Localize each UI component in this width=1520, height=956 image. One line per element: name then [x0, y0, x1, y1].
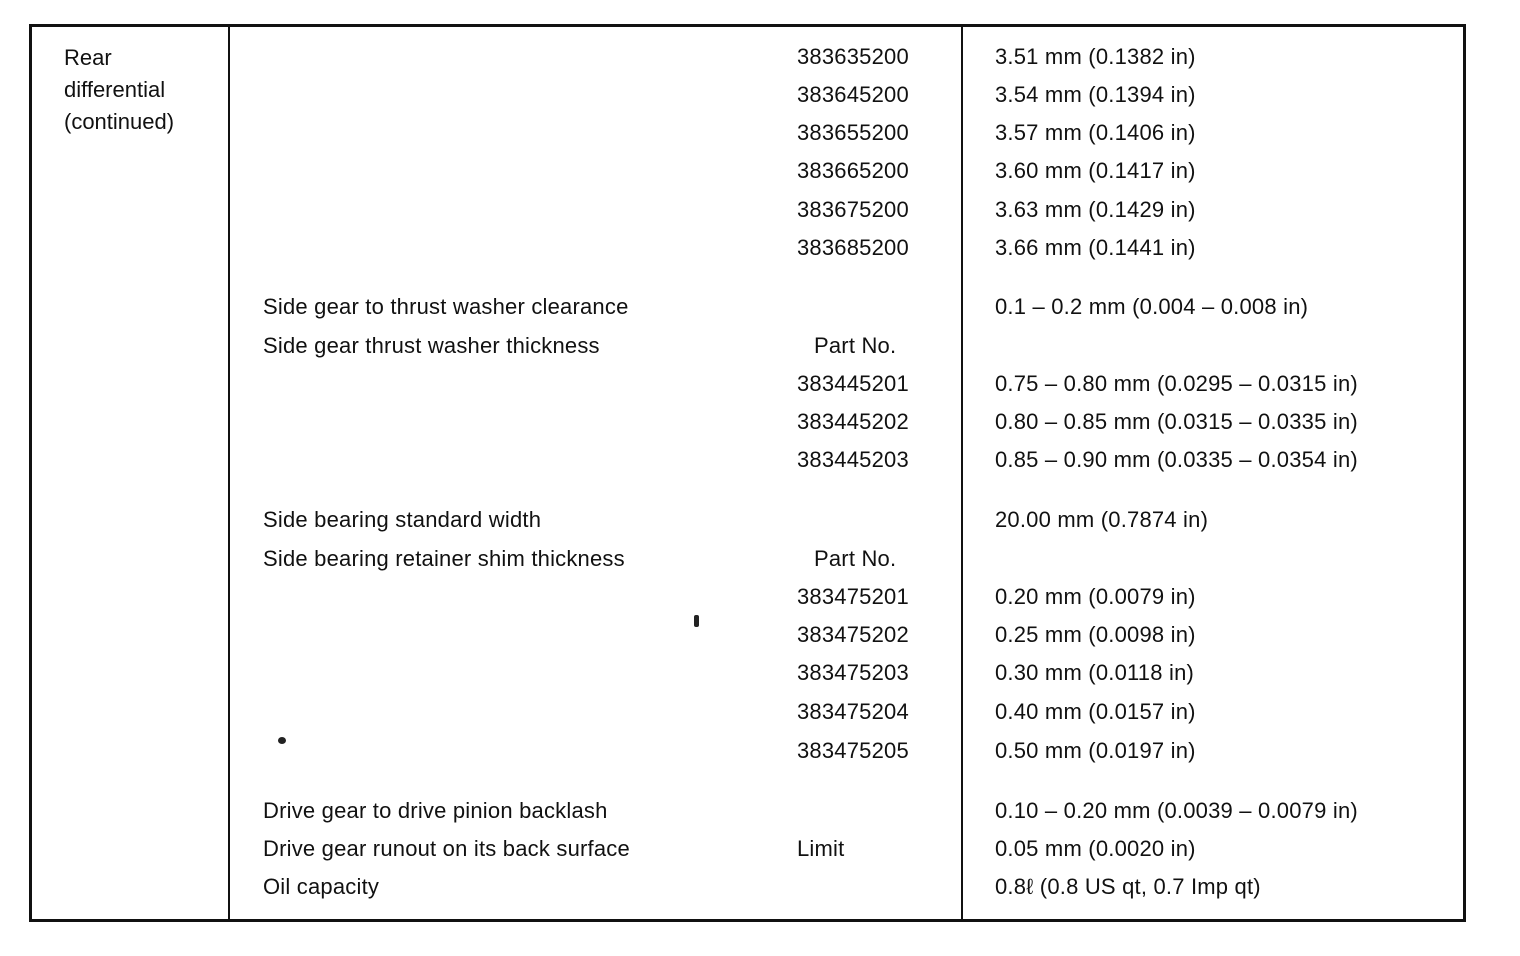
spec-value: 3.51 mm (0.1382 in) [995, 44, 1196, 69]
column-divider-left [228, 24, 230, 922]
spec-label: Drive gear to drive pinion backlash [263, 798, 608, 823]
spec-label: Oil capacity [263, 874, 380, 899]
part-number: 383475204 [797, 699, 909, 724]
spec-table-frame [29, 24, 1466, 922]
part-number: 383665200 [797, 158, 909, 183]
spec-value: 3.57 mm (0.1406 in) [995, 120, 1196, 145]
spec-value: 0.05 mm (0.0020 in) [995, 836, 1196, 861]
spec-value: 20.00 mm (0.7874 in) [995, 507, 1209, 532]
part-number: 383475202 [797, 622, 909, 647]
spec-value: 0.30 mm (0.0118 in) [995, 660, 1195, 685]
part-number: 383475205 [797, 738, 909, 763]
part-number: 383445202 [797, 409, 909, 434]
spec-value: 0.20 mm (0.0079 in) [995, 584, 1196, 609]
section-title-line: Rear [64, 45, 112, 70]
part-number: 383675200 [797, 197, 909, 222]
spec-label: Drive gear runout on its back surface [263, 836, 630, 861]
part-number: Limit [797, 836, 845, 861]
part-number: 383635200 [797, 44, 909, 69]
section-title-line: differential [64, 77, 166, 102]
part-number: Part No. [814, 546, 897, 571]
spec-label: Side gear to thrust washer clearance [263, 294, 629, 319]
spec-label: Side gear thrust washer thickness [263, 333, 600, 358]
spec-value: 0.75 – 0.80 mm (0.0295 – 0.0315 in) [995, 371, 1358, 396]
spec-label: Side bearing standard width [263, 507, 542, 532]
part-number: 383655200 [797, 120, 909, 145]
spec-value: 0.25 mm (0.0098 in) [995, 622, 1196, 647]
spec-value: 0.85 – 0.90 mm (0.0335 – 0.0354 in) [995, 447, 1358, 472]
spec-value: 0.10 – 0.20 mm (0.0039 – 0.0079 in) [995, 798, 1358, 823]
spec-value: 0.8ℓ (0.8 US qt, 0.7 Imp qt) [995, 874, 1261, 899]
part-number: 383685200 [797, 235, 909, 260]
section-title-line: (continued) [64, 109, 175, 134]
scan-speck [278, 737, 286, 744]
spec-value: 3.66 mm (0.1441 in) [995, 235, 1196, 260]
part-number: Part No. [814, 333, 897, 358]
part-number: 383475203 [797, 660, 909, 685]
column-divider-right [961, 24, 963, 922]
part-number: 383445201 [797, 371, 909, 396]
part-number: 383645200 [797, 82, 909, 107]
section-title [64, 42, 174, 138]
part-number: 383445203 [797, 447, 909, 472]
scan-speck [694, 615, 699, 627]
spec-value: 0.40 mm (0.0157 in) [995, 699, 1196, 724]
spec-value: 3.63 mm (0.1429 in) [995, 197, 1196, 222]
spec-value: 0.50 mm (0.0197 in) [995, 738, 1196, 763]
spec-value: 0.80 – 0.85 mm (0.0315 – 0.0335 in) [995, 409, 1358, 434]
spec-value: 0.1 – 0.2 mm (0.004 – 0.008 in) [995, 294, 1309, 319]
spec-label: Side bearing retainer shim thickness [263, 546, 625, 571]
part-number: 383475201 [797, 584, 909, 609]
spec-value: 3.54 mm (0.1394 in) [995, 82, 1196, 107]
spec-value: 3.60 mm (0.1417 in) [995, 158, 1196, 183]
